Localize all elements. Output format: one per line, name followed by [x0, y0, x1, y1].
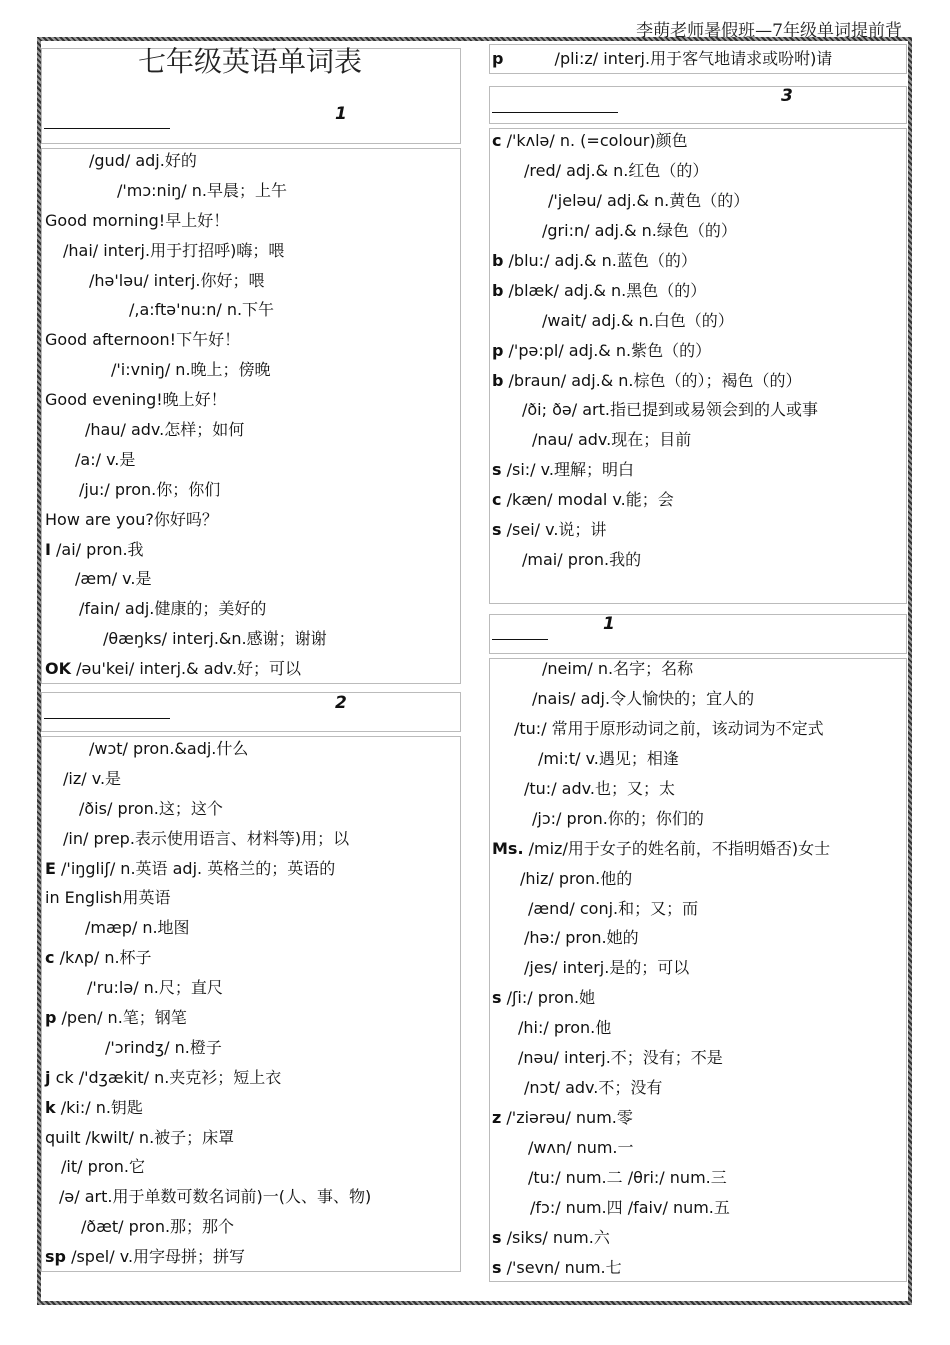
word-list-right-3 [492, 126, 904, 575]
vocab-entry [45, 734, 459, 764]
entry-text: /gri:n/ adj.& n.绿色（的） [542, 220, 737, 240]
entry-lead: c [492, 131, 502, 150]
vocab-entry [492, 774, 904, 804]
entry-text: Good afternoon!下午好！ [45, 330, 241, 350]
unit-heading-box-right-3 [489, 86, 907, 124]
entry-text: /'ɔrindʒ/ n.橙子 [105, 1037, 222, 1057]
entry-text: /neim/ n.名字；名称 [542, 659, 694, 678]
vocab-entry [45, 654, 459, 684]
entry-text: /'pə:pl/ adj.& n.紫色（的） [503, 340, 712, 360]
entry-lead: s [492, 988, 502, 1008]
entry-lead: c [45, 948, 55, 968]
entry-lead: b [492, 250, 504, 270]
entry-text: /'mɔ:niŋ/ n.早晨；上午 [117, 180, 287, 200]
vocab-entry [45, 445, 459, 475]
vocab-entry [492, 1253, 904, 1283]
vocab-entry [492, 425, 904, 455]
vocab-entry [492, 515, 904, 545]
entry-lead: c [492, 490, 502, 510]
entry-lead: s [492, 1227, 502, 1247]
vocab-entry [492, 684, 904, 714]
vocab-entry [45, 535, 459, 565]
vocab-entry [492, 1013, 904, 1043]
entry-text: /blu:/ adj.& n.蓝色（的） [503, 250, 697, 270]
entry-text: /pli:z/ interj.用于客气地请求或吩咐)请 [554, 49, 833, 68]
vocab-entry [492, 485, 904, 515]
entry-lead: s [492, 520, 502, 540]
entry-text: /ði; ðə/ art.指已提到或易领会到的人或事 [522, 400, 818, 420]
unit-number: 3 [781, 86, 793, 106]
vocab-entry [45, 1242, 459, 1272]
vocab-entry [45, 206, 459, 236]
vocab-entry [45, 415, 459, 445]
entry-text: /blæk/ adj.& n.黑色（的） [503, 280, 707, 300]
entry-text: in English用英语 [45, 888, 171, 908]
entry-text: /hə'ləu/ interj.你好；喂 [89, 270, 265, 290]
unit-underline [44, 718, 170, 719]
vocab-entry [45, 176, 459, 206]
entry-text: /ðis/ pron.这；这个 [79, 798, 223, 818]
vocab-entry [492, 804, 904, 834]
vocab-entry [45, 1182, 459, 1212]
entry-text: /'i:vniŋ/ n.晚上；傍晚 [111, 360, 271, 380]
entry-text: /miz/用于女子的姓名前，不指明婚否)女士 [523, 838, 831, 858]
entry-text: /kæn/ modal v.能；会 [501, 490, 674, 510]
entry-text: /siks/ num.六 [501, 1227, 610, 1247]
vocab-entry [45, 385, 459, 415]
vocab-entry [492, 1223, 904, 1253]
entry-text: /nau/ adv.现在；目前 [532, 430, 692, 450]
entry-text: /fain/ adj.健康的；美好的 [79, 599, 267, 619]
entry-text: /in/ prep.表示使用语言、材料等)用；以 [63, 828, 350, 848]
vocab-entry [492, 276, 904, 306]
vocab-entry [45, 1033, 459, 1063]
entry-text: /ʃi:/ pron.她 [501, 988, 596, 1008]
unit-number: 1 [603, 614, 615, 634]
top-entry [492, 45, 832, 73]
entry-text: /tu:/ 常用于原形动词之前，该动词为不定式 [514, 718, 824, 738]
vocab-entry [492, 864, 904, 894]
entry-text: /'ru:lə/ n.尺；直尺 [87, 978, 223, 998]
vocab-entry [492, 654, 904, 684]
entry-text: /'kʌlə/ n. (=colour)颜色 [501, 131, 688, 150]
vocab-entry [45, 146, 459, 176]
entry-text: /fɔ:/ num.四 /faiv/ num.五 [530, 1197, 730, 1217]
vocab-entry [45, 1152, 459, 1182]
entry-text: /si:/ v.理解；明白 [501, 460, 634, 480]
entry-text: /braun/ adj.& n.棕色（的）；褐色（的） [503, 370, 802, 390]
vocab-entry [492, 156, 904, 186]
entry-text: /iz/ v.是 [63, 768, 122, 788]
vocab-entry [45, 475, 459, 505]
vocab-entry [45, 266, 459, 296]
entry-text: /red/ adj.& n.红色（的） [524, 160, 709, 180]
vocab-entry [45, 764, 459, 794]
entry-text: /ai/ pron.我 [50, 539, 144, 559]
vocab-entry [45, 564, 459, 594]
entry-lead: b [492, 280, 504, 300]
entry-lead: E [45, 858, 56, 878]
entry-text: /ju:/ pron.你；你们 [79, 479, 221, 499]
entry-text: /ki:/ n.钥匙 [55, 1097, 143, 1117]
vocab-entry [492, 455, 904, 485]
entry-lead: p [45, 1008, 57, 1028]
unit-underline [44, 128, 170, 129]
entry-text: /hiz/ pron.他的 [520, 868, 633, 888]
vocab-entry [45, 794, 459, 824]
entry-text: /nɔt/ adv.不；没有 [524, 1078, 663, 1098]
vocab-entry [492, 1163, 904, 1193]
vocab-entry [492, 246, 904, 276]
vocab-entry [45, 1063, 459, 1093]
vocab-entry [45, 1123, 459, 1153]
vocab-entry [492, 395, 904, 425]
unit-underline [492, 639, 548, 640]
vocab-entry [492, 1043, 904, 1073]
entry-text: /jes/ interj.是的；可以 [524, 958, 690, 978]
entry-text: /pen/ n.笔；钢笔 [56, 1008, 187, 1028]
entry-text: /'ziərəu/ num.零 [501, 1108, 633, 1128]
vocab-entry [45, 1212, 459, 1242]
vocab-entry [492, 834, 904, 864]
vocab-entry [492, 744, 904, 774]
page-title: 七年级英语单词表 [138, 45, 363, 78]
vocab-entry [492, 1193, 904, 1223]
vocab-entry [492, 545, 904, 575]
entry-text: /wʌn/ num.一 [528, 1138, 634, 1157]
entry-text: /æm/ v.是 [75, 569, 152, 589]
entry-text: /tu:/ adv.也；又；太 [524, 778, 675, 798]
vocab-entry [492, 186, 904, 216]
vocab-entry [45, 325, 459, 355]
vocab-entry [492, 894, 904, 924]
entry-text: /wait/ adj.& n.白色（的） [542, 310, 734, 330]
entry-lead: OK [45, 659, 71, 679]
vocab-entry [45, 236, 459, 266]
unit-heading-box-left-2 [41, 692, 461, 732]
entry-text: /kʌp/ n.杯子 [54, 948, 152, 968]
vocab-entry [45, 1003, 459, 1033]
entry-text: /gud/ adj.好的 [89, 151, 197, 170]
entry-text: /mai/ pron.我的 [522, 550, 642, 570]
entry-text: /jɔ:/ pron.你的；你们的 [532, 808, 704, 828]
entry-text: /hə:/ pron.她的 [524, 928, 639, 948]
vocab-entry [492, 366, 904, 396]
entry-text: /hi:/ pron.他 [518, 1018, 612, 1038]
entry-text: /ænd/ conj.和；又；而 [528, 898, 699, 918]
entry-text: /mæp/ n.地图 [85, 918, 190, 938]
entry-text: /spel/ v.用字母拼；拼写 [65, 1247, 246, 1267]
entry-lead: s [492, 1257, 502, 1277]
entry-lead: z [492, 1108, 502, 1128]
vocab-entry [45, 355, 459, 385]
entry-text: /ə/ art.用于单数可数名词前)一(人、事、物) [59, 1187, 372, 1207]
vocab-entry [492, 336, 904, 366]
page-header: 李萌老师暑假班—7年级单词提前背 [636, 21, 902, 41]
vocab-entry [45, 295, 459, 325]
entry-text: /nəu/ interj.不；没有；不是 [518, 1048, 723, 1068]
entry-text: /a:/ v.是 [75, 449, 136, 469]
vocab-entry [45, 883, 459, 913]
entry-text: /nais/ adj.令人愉快的；宜人的 [532, 688, 755, 708]
entry-lead: p [492, 49, 504, 68]
entry-text: ck /'dʒækit/ n.夹克衫；短上衣 [50, 1067, 282, 1087]
entry-lead: sp [45, 1247, 66, 1267]
vocab-entry [45, 505, 459, 535]
entry-lead: b [492, 370, 504, 390]
vocab-entry [492, 953, 904, 983]
entry-lead: j [45, 1067, 51, 1087]
vocab-entry [45, 973, 459, 1003]
entry-text: /ðæt/ pron.那；那个 [81, 1217, 235, 1237]
entry-text: How are you?你好吗？ [45, 509, 218, 529]
word-list-right-1 [492, 654, 904, 1283]
entry-text: /mi:t/ v.遇见；相逢 [538, 748, 679, 768]
vocab-entry [45, 913, 459, 943]
entry-lead: p [492, 340, 504, 360]
vocab-entry [45, 854, 459, 884]
entry-text: /hau/ adv.怎样；如何 [85, 420, 245, 440]
vocab-entry [45, 624, 459, 654]
entry-text: quilt /kwilt/ n.被子；床罩 [45, 1127, 235, 1147]
unit-heading-box-right-1 [489, 614, 907, 654]
entry-text: /sei/ v.说；讲 [501, 520, 607, 540]
entry-lead: s [492, 460, 502, 480]
entry-text: /tu:/ num.二 /θri:/ num.三 [528, 1167, 727, 1187]
entry-text: /it/ pron.它 [61, 1157, 145, 1177]
entry-text: /əu'kei/ interj.& adv.好；可以 [71, 659, 301, 679]
unit-number: 1 [335, 104, 347, 124]
entry-text: /'iŋgliʃ/ n.英语 adj. 英格兰的；英语的 [55, 858, 336, 878]
vocab-entry [492, 1133, 904, 1163]
vocab-entry [492, 923, 904, 953]
vocab-entry [45, 824, 459, 854]
entry-text: /θæŋks/ interj.&n.感谢；谢谢 [103, 629, 327, 649]
entry-text: Good morning!早上好！ [45, 210, 230, 230]
entry-text: Good evening!晚上好！ [45, 390, 227, 410]
vocab-entry [45, 943, 459, 973]
entry-text: /,a:ftə'nu:n/ n.下午 [129, 300, 275, 320]
vocab-entry [492, 306, 904, 336]
entry-text: /hai/ interj.用于打招呼)嗨；喂 [63, 240, 285, 260]
vocab-entry [492, 983, 904, 1013]
entry-lead: I [45, 539, 51, 559]
vocab-entry [492, 126, 904, 156]
vocab-entry [492, 714, 904, 744]
vocab-entry [492, 1103, 904, 1133]
word-list-left-2 [45, 734, 459, 1272]
unit-underline [492, 112, 618, 113]
vocab-entry [45, 594, 459, 624]
unit-number: 2 [335, 693, 347, 713]
vocab-entry [492, 216, 904, 246]
entry-text: /wɔt/ pron.&adj.什么 [89, 739, 249, 758]
entry-lead: Ms. [492, 838, 524, 858]
vocab-entry [45, 1093, 459, 1123]
entry-text: /'jeləu/ adj.& n.黄色（的） [548, 190, 750, 210]
vocab-entry [492, 1073, 904, 1103]
word-list-left-1 [45, 146, 459, 684]
entry-text: /'sevn/ num.七 [501, 1257, 622, 1277]
entry-lead: k [45, 1097, 56, 1117]
